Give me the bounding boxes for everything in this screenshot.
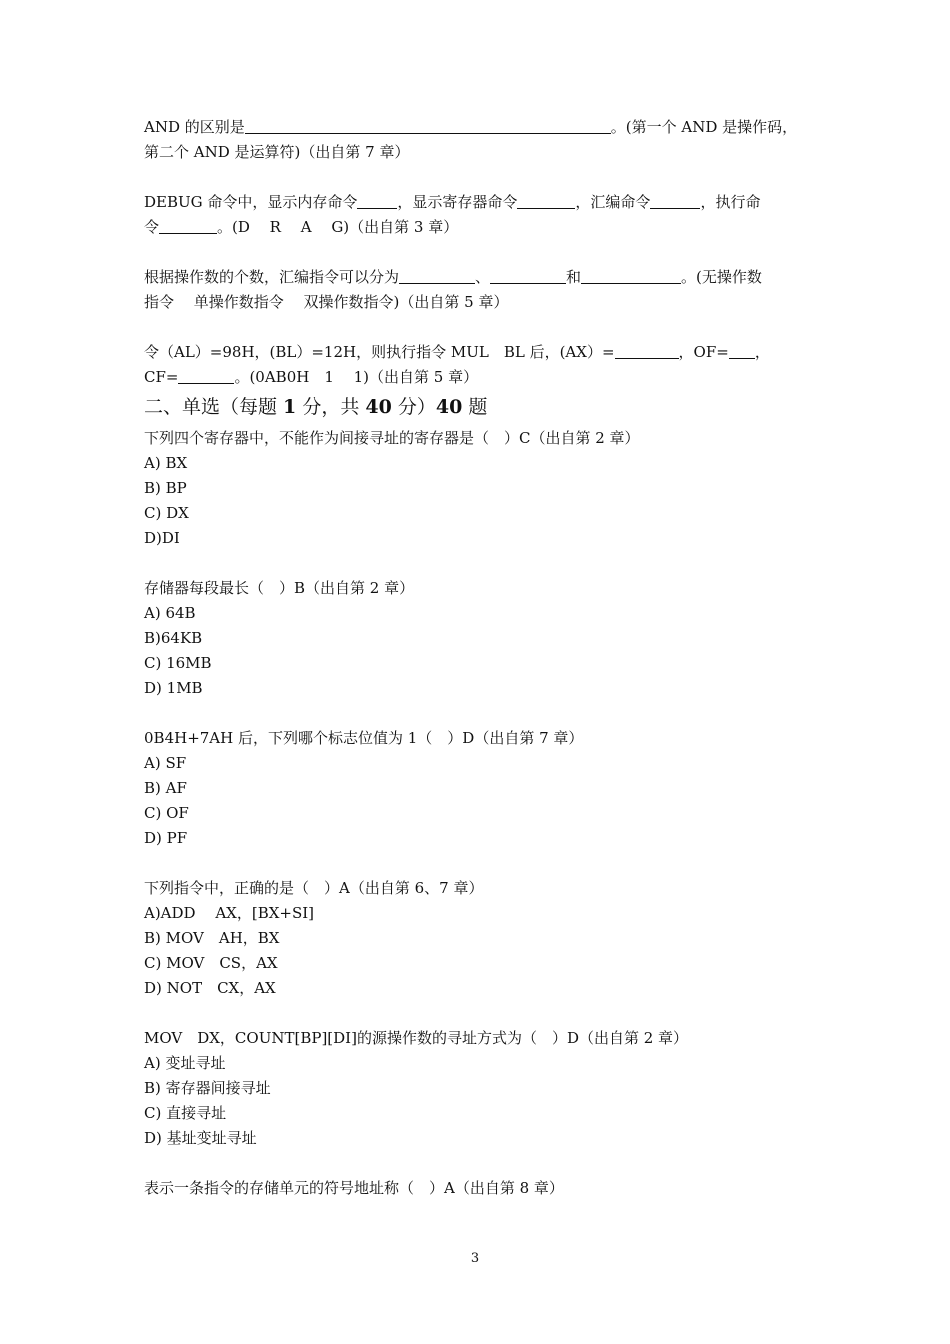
answer-blank [245, 117, 611, 134]
question-line: 指令 单操作数指令 双操作数指令)（出自第 5 章） [144, 293, 509, 311]
answer-option: C) MOV CS，AX [144, 954, 278, 972]
answer-blank [581, 267, 681, 284]
mc-question [144, 426, 810, 551]
answer-option: B) MOV AH，BX [144, 929, 280, 947]
answer-option: C) DX [144, 504, 189, 522]
answer-option: B) 寄存器间接寻址 [144, 1079, 271, 1097]
question-stem: MOV DX，COUNT[BP][DI]的源操作数的寻址方式为（ ）D（出自第 2 章） [144, 1029, 689, 1047]
mc-question [144, 576, 810, 701]
question-stem: 表示一条指令的存储单元的符号地址称（ ）A（出自第 8 章） [144, 1179, 564, 1197]
fill-question-3 [144, 265, 810, 315]
question-list [144, 426, 810, 1201]
answer-option: D) 1MB [144, 679, 203, 697]
question-line: 第二个 AND 是运算符)（出自第 7 章） [144, 143, 410, 161]
section-heading: 二、单选（每题 1 分，共 40 分）40 题 [144, 396, 488, 418]
answer-option: D) PF [144, 829, 188, 847]
fill-question-1 [144, 115, 810, 165]
answer-option: D) NOT CX，AX [144, 979, 276, 997]
answer-option: A) BX [144, 454, 188, 472]
answer-blank [399, 267, 475, 284]
answer-option: C) 直接寻址 [144, 1104, 227, 1122]
answer-blank [729, 342, 755, 359]
answer-blank [615, 342, 679, 359]
answer-blank [490, 267, 566, 284]
answer-blank [517, 192, 575, 209]
fill-question-4 [144, 340, 810, 390]
answer-option: C) 16MB [144, 654, 212, 672]
mc-question [144, 1026, 810, 1151]
answer-blank [357, 192, 397, 209]
question-line: 令 。(D R A G)（出自第 3 章） [144, 218, 459, 236]
question-line: 令（AL）=98H，(BL）=12H，则执行指令 MUL BL 后，(AX）= ，OF= ， [144, 343, 770, 361]
question-stem: 下列四个寄存器中，不能作为间接寻址的寄存器是（ ）C（出自第 2 章） [144, 429, 640, 447]
question-line: 根据操作数的个数，汇编指令可以分为 、 和 。(无操作数 [144, 268, 762, 286]
answer-option: A) 变址寻址 [144, 1054, 226, 1072]
answer-option: B) AF [144, 779, 187, 797]
answer-option: B)64KB [144, 629, 203, 647]
question-stem: 存储器每段最长（ ）B（出自第 2 章） [144, 579, 415, 597]
answer-option: A) 64B [144, 604, 196, 622]
question-line: CF= 。(0AB0H 1 1)（出自第 5 章） [144, 368, 479, 386]
mc-question [144, 726, 810, 851]
question-line: AND 的区别是 。(第一个 AND 是操作码， [144, 118, 798, 136]
answer-blank [178, 367, 234, 384]
answer-option: A) SF [144, 754, 187, 772]
page-content [144, 115, 810, 1201]
answer-option: B) BP [144, 479, 187, 497]
question-line: DEBUG 命令中，显示内存命令 ，显示寄存器命令 ，汇编命令 ，执行命 [144, 193, 761, 211]
answer-option: D) 基址变址寻址 [144, 1129, 257, 1147]
answer-option: D)DI [144, 529, 180, 547]
answer-blank [650, 192, 700, 209]
answer-blank [159, 217, 217, 234]
mc-question [144, 1176, 810, 1201]
question-stem: 下列指令中，正确的是（ ）A（出自第 6、7 章） [144, 879, 484, 897]
answer-option: C) OF [144, 804, 189, 822]
fill-question-2 [144, 190, 810, 240]
question-stem: 0B4H+7AH 后，下列哪个标志位值为 1（ ）D（出自第 7 章） [144, 729, 584, 747]
mc-question [144, 876, 810, 1001]
answer-option: A)ADD AX，[BX+SI] [144, 904, 315, 922]
page-number: 3 [470, 1251, 480, 1266]
